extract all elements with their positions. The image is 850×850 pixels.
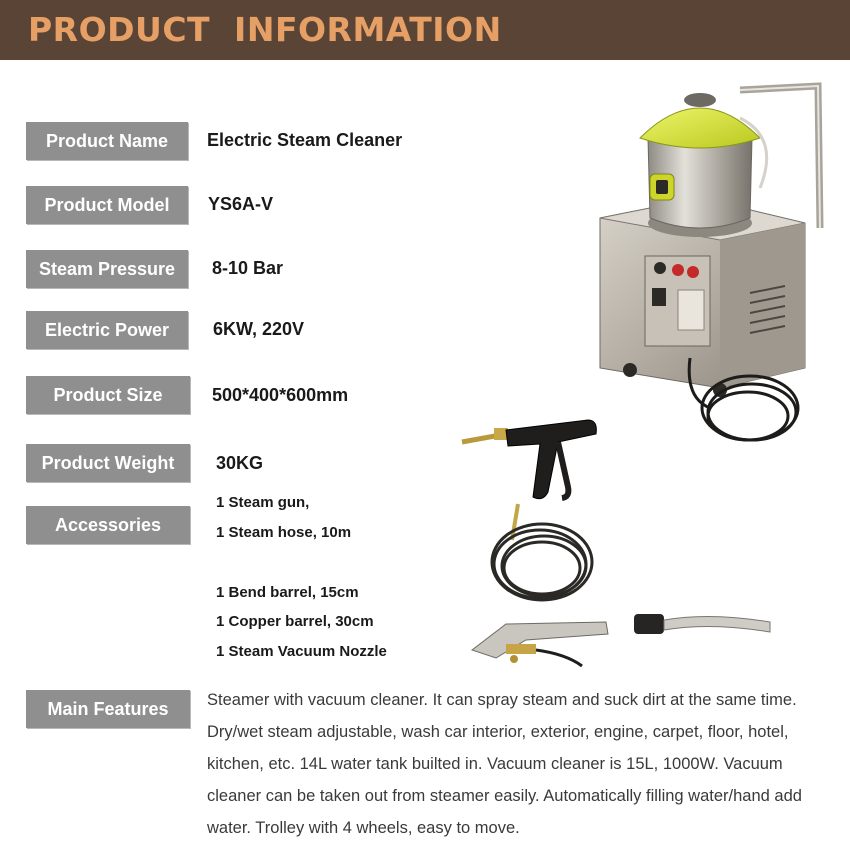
label-product-weight: Product Weight (26, 444, 190, 482)
accessory-item: 1 Steam Vacuum Nozzle (216, 643, 387, 660)
accessory-item: 1 Steam gun, (216, 494, 310, 511)
value-product-size: 500*400*600mm (212, 385, 349, 405)
accessory-item: 1 Bend barrel, 15cm (216, 584, 359, 601)
accessory-item: 1 Steam hose, 10m (216, 524, 352, 541)
label-electric-power: Electric Power (26, 311, 188, 349)
label-product-model: Product Model (26, 186, 188, 224)
vacuum-nozzle-image (466, 614, 616, 674)
bend-barrel-image (630, 604, 775, 644)
value-steam-pressure: 8-10 Bar (212, 258, 284, 278)
steam-cleaner-machine-image (590, 78, 830, 468)
label-main-features: Main Features (26, 690, 190, 728)
steam-hose-image (482, 500, 602, 610)
label-product-size: Product Size (26, 376, 190, 414)
header-banner (0, 0, 850, 60)
accessory-item: 1 Copper barrel, 30cm (216, 613, 374, 630)
label-product-name: Product Name (26, 122, 188, 160)
value-product-model: YS6A-V (208, 194, 274, 214)
features-text: Steamer with vacuum cleaner. It can spray steam and suck dirt at the same time. Dry/wet steam adjustable, wash car interior, exterior, engine, carpet, floor, hotel, kitchen, etc. 14L water tank builted in. Vacuum cleaner is 15L, 1000W. Vacuum cleaner can be taken out from steamer easily. Automatically filling water/hand add water. Trolley with 4 wheels, easy to move. (207, 691, 802, 837)
label-accessories: Accessories (26, 506, 190, 544)
value-product-name: Electric Steam Cleaner (207, 130, 403, 150)
page-title: PRODUCT INFORMATION (28, 10, 502, 49)
value-electric-power: 6KW, 220V (213, 319, 305, 339)
steam-gun-image (458, 412, 608, 507)
label-steam-pressure: Steam Pressure (26, 250, 188, 288)
value-product-weight: 30KG (216, 453, 264, 473)
